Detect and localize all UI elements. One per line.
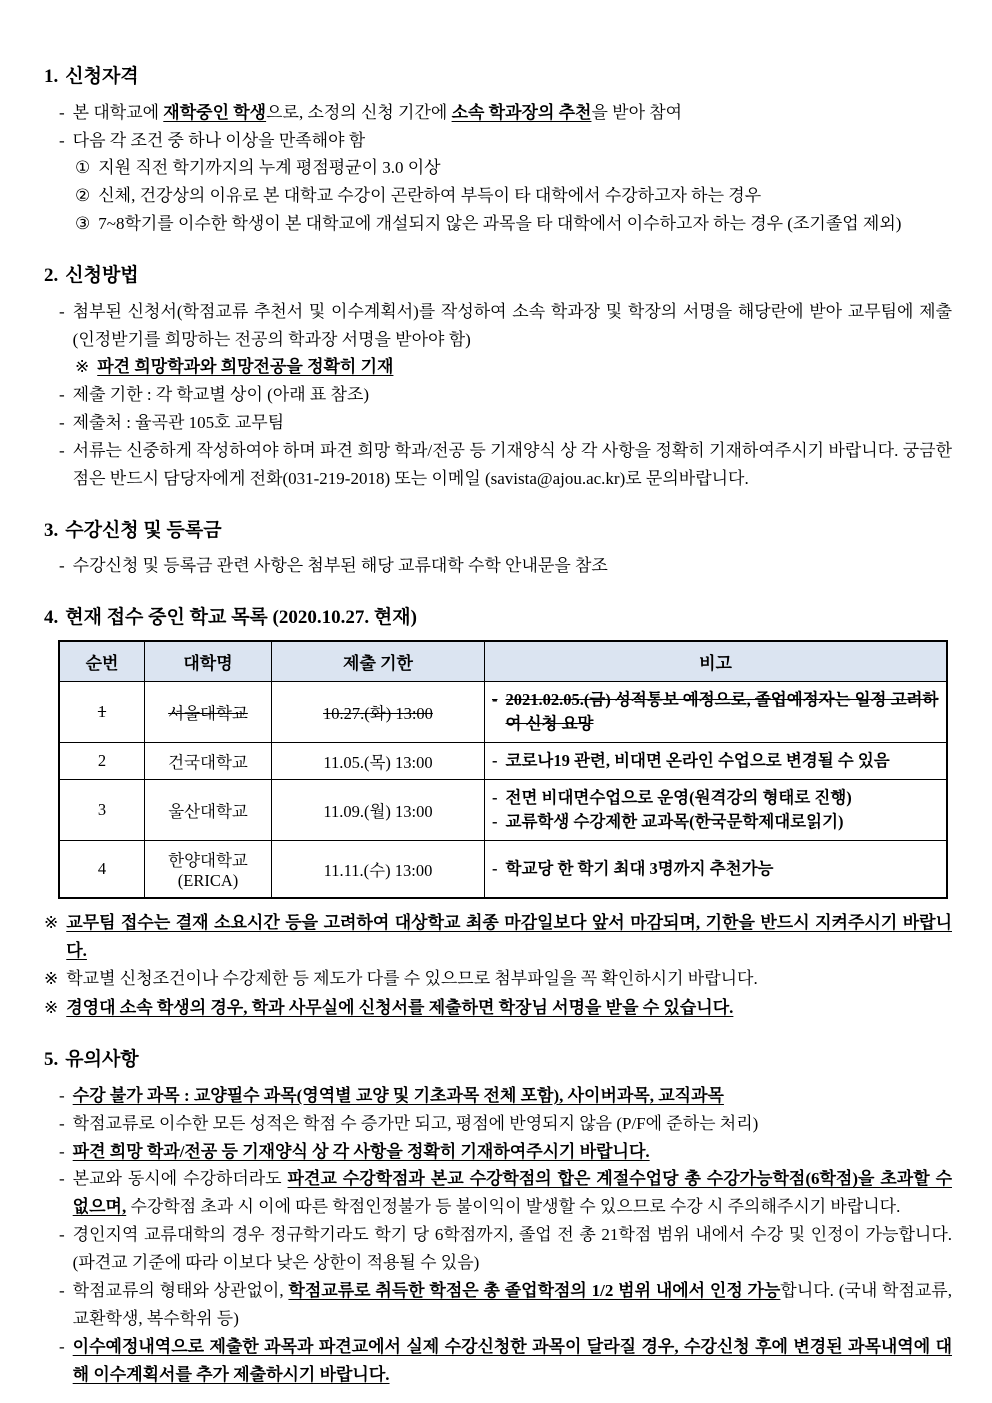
section-registration-tuition — [44, 518, 952, 581]
item-marker: - — [59, 102, 65, 122]
item-marker: ② — [75, 186, 91, 206]
item-text: 신체, 건강상의 이유로 본 대학교 수강이 곤란하여 부득이 타 대학에서 수강하고자 하는 경우 — [98, 186, 762, 206]
table-row — [59, 742, 947, 779]
item-marker: - — [59, 413, 65, 433]
remark-line — [492, 786, 939, 810]
cell-remarks — [485, 742, 948, 779]
item-text: 제출처 : 율곡관 105호 교무팀 — [72, 413, 285, 433]
item-marker: - — [59, 556, 65, 576]
cell-university: 건국대학교 — [145, 742, 272, 779]
list-item — [44, 127, 952, 155]
cell-university: 서울대학교 — [145, 681, 272, 742]
section-number: 4. — [44, 607, 59, 629]
list-item — [44, 1221, 952, 1277]
item-marker: - — [59, 130, 65, 150]
list-item — [44, 1110, 952, 1138]
item-text: 수강 불가 과목 : 교양필수 과목(영역별 교양 및 기초과목 전체 포함), 사이버과목, 교직과목 — [72, 1085, 724, 1105]
list-item — [44, 1082, 952, 1110]
section-eligibility — [44, 64, 952, 238]
item-text: 지원 직전 학기까지의 누계 평점평균이 3.0 이상 — [98, 158, 441, 178]
school-table-header — [59, 641, 947, 682]
item-text: 7~8학기를 이수한 학생이 본 대학교에 개설되지 않은 과목을 타 대학에서 이수하고자 하는 경우 (조기졸업 제외) — [98, 214, 902, 234]
cell-university: 한양대학교 (ERICA) — [145, 840, 272, 898]
section-number: 1. — [44, 66, 59, 87]
item-text: 교무팀 접수는 결재 소요시간 등을 고려하여 대상학교 최종 마감일보다 앞서 마감되며, 기한을 반드시 지켜주시기 바랍니다. — [66, 912, 952, 960]
list-item — [44, 1333, 952, 1389]
cell-university: 울산대학교 — [145, 779, 272, 840]
cell-deadline: 11.05.(목) 13:00 — [272, 742, 485, 779]
remark-text: 교류학생 수강제한 교과목(한국문학제대로읽기) — [505, 811, 844, 831]
item-text: 파견 희망학과와 희망전공을 정확히 기재 — [97, 357, 394, 377]
item-text: 파견 희망 학과/전공 등 기재양식 상 각 사항을 정확히 기재하여주시기 바랍니다. — [72, 1141, 650, 1161]
list-item — [44, 210, 952, 238]
header-row — [59, 641, 947, 682]
item-text: 경인지역 교류대학의 경우 정규학기라도 학기 당 6학점까지, 졸업 전 총 21학점 범위 내에서 수강 및 인정이 가능합니다. (파견교 기준에 따라 이보다 낮은 상한이 적용될 수 있음) — [72, 1225, 952, 1273]
item-marker: - — [59, 385, 65, 405]
remark-text: 전면 비대면수업으로 운영(원격강의 형태로 진행) — [505, 787, 852, 807]
cell-no: 1 — [59, 681, 145, 742]
remark-dash: - — [492, 750, 498, 770]
item-marker: - — [59, 1113, 65, 1133]
table-row — [59, 840, 947, 898]
section-title: 신청자격 — [65, 66, 139, 87]
section-heading — [44, 605, 952, 631]
school-table-body — [59, 681, 947, 897]
remark-text: 학교당 한 학기 최대 3명까지 추천가능 — [505, 858, 774, 878]
item-text: 경영대 소속 학생의 경우, 학과 사무실에 신청서를 제출하면 학장님 서명을 받을 수 있습니다. — [66, 998, 734, 1018]
item-marker: - — [59, 441, 65, 461]
remark-line — [492, 688, 939, 736]
note-item — [44, 994, 952, 1022]
list-item — [44, 437, 952, 493]
cell-deadline: 10.27.(화) 13:00 — [272, 681, 485, 742]
cell-deadline: 11.09.(월) 13:00 — [272, 779, 485, 840]
section-school-list — [44, 605, 952, 1022]
remark-dash: - — [492, 858, 498, 878]
item-marker: ③ — [75, 214, 91, 234]
section-heading — [44, 1047, 952, 1073]
item-text: 학교별 신청조건이나 수강제한 등 제도가 다를 수 있으므로 첨부파일을 꼭 확인하시기 바랍니다. — [66, 969, 758, 989]
cell-no: 2 — [59, 742, 145, 779]
list-item — [44, 1277, 952, 1333]
section-how-to-apply — [44, 263, 952, 493]
note-item — [44, 909, 952, 965]
section-title: 수강신청 및 등록금 — [65, 519, 222, 541]
section-number: 2. — [44, 265, 59, 287]
remark-dash: - — [492, 787, 498, 807]
note-item — [44, 353, 952, 381]
item-text: 본교와 동시에 수강하더라도 파견교 수강학점과 본교 수강학점의 합은 계절수업당 총 수강가능학점(6학점)을 초과할 수 없으며, 수강학점 초과 시 이에 따른 학점인정불가 등 불이익이 발생할 수 있으므로 수강 시 주의해주시기 바랍니다. — [72, 1169, 952, 1217]
section-heading — [44, 518, 952, 544]
item-marker: - — [59, 1225, 65, 1245]
item-marker: - — [59, 301, 65, 321]
cell-remarks — [485, 840, 948, 898]
school-table — [58, 640, 948, 899]
item-text: 학점교류의 형태와 상관없이, 학점교류로 취득한 학점은 총 졸업학점의 1/2 범위 내에서 인정 가능합니다. (국내 학점교류, 교환학생, 복수학위 등) — [72, 1280, 952, 1328]
item-marker: ※ — [44, 969, 59, 989]
remark-line — [492, 810, 939, 834]
remark-dash: - — [492, 811, 498, 831]
item-marker: - — [59, 1169, 65, 1189]
cell-remarks — [485, 681, 948, 742]
cell-deadline: 11.11.(수) 13:00 — [272, 840, 485, 898]
item-text: 수강신청 및 등록금 관련 사항은 첨부된 해당 교류대학 수학 안내문을 참조 — [72, 556, 608, 576]
section-heading — [44, 263, 952, 289]
item-marker: ※ — [44, 912, 59, 932]
item-text: 제출 기한 : 각 학교별 상이 (아래 표 참조) — [72, 385, 370, 405]
section-items — [44, 298, 952, 493]
item-marker: - — [59, 1280, 65, 1300]
list-item — [44, 154, 952, 182]
item-marker: ※ — [44, 998, 59, 1018]
remark-text: 2021.02.05.(금) 성적통보 예정으로, 졸업예정자는 일정 고려하여 신청 요망 — [505, 689, 939, 733]
section-number: 5. — [44, 1049, 59, 1071]
item-marker: - — [59, 1141, 65, 1161]
list-item — [44, 99, 952, 127]
header-cell-no: 순번 — [59, 641, 145, 682]
remark-line — [492, 749, 939, 773]
section-cautions — [44, 1047, 952, 1388]
item-text: 이수예정내역으로 제출한 과목과 파견교에서 실제 수강신청한 과목이 달라질 경우, 수강신청 후에 변경된 과목내역에 대해 이수계획서를 추가 제출하시기 바랍니다. — [72, 1336, 952, 1384]
section-items — [44, 99, 952, 238]
remark-line — [492, 857, 939, 881]
note-item — [44, 965, 952, 993]
header-cell-remarks: 비고 — [485, 641, 948, 682]
cell-no: 3 — [59, 779, 145, 840]
item-marker: ① — [75, 158, 91, 178]
item-marker: ※ — [75, 357, 90, 377]
table-row — [59, 779, 947, 840]
item-marker: - — [59, 1085, 65, 1105]
section-number: 3. — [44, 519, 59, 541]
section-title: 신청방법 — [65, 265, 139, 287]
item-text: 서류는 신중하게 작성하여야 하며 파견 희망 학과/전공 등 기재양식 상 각 사항을 정확히 기재하여주시기 바랍니다. 궁금한 점은 반드시 담당자에게 전화(031-219-2018) 또는 이메일 (savista@ajou.ac.kr)로 문의바랍니다. — [72, 441, 952, 488]
item-text: 다음 각 조건 중 하나 이상을 만족해야 함 — [72, 130, 366, 150]
list-item — [44, 1165, 952, 1221]
table-row — [59, 681, 947, 742]
remark-text: 코로나19 관련, 비대면 온라인 수업으로 변경될 수 있음 — [505, 750, 890, 770]
header-cell-deadline: 제출 기한 — [272, 641, 485, 682]
section-items — [44, 552, 952, 580]
item-marker: - — [59, 1336, 65, 1356]
section-items — [44, 1082, 952, 1389]
list-item — [44, 381, 952, 409]
list-item — [44, 552, 952, 580]
item-text: 학점교류로 이수한 모든 성적은 학점 수 증가만 되고, 평점에 반영되지 않음 (P/F에 준하는 처리) — [72, 1113, 759, 1133]
section-heading — [44, 64, 952, 90]
table-footnotes — [44, 909, 952, 1023]
cell-remarks — [485, 779, 948, 840]
list-item — [44, 182, 952, 210]
list-item — [44, 409, 952, 437]
list-item — [44, 298, 952, 354]
cell-no: 4 — [59, 840, 145, 898]
list-item — [44, 1138, 952, 1166]
section-title: 현재 접수 중인 학교 목록 (2020.10.27. 현재) — [65, 607, 417, 629]
section-title: 유의사항 — [65, 1049, 139, 1071]
header-cell-university: 대학명 — [145, 641, 272, 682]
item-text: 첨부된 신청서(학점교류 추천서 및 이수계획서)를 작성하여 소속 학과장 및 학장의 서명을 해당란에 받아 교무팀에 제출 (인정받기를 희망하는 전공의 학과장 서명을 받아야 함) — [72, 301, 952, 349]
remark-dash: - — [492, 689, 498, 709]
item-text: 본 대학교에 재학중인 학생으로, 소정의 신청 기간에 소속 학과장의 추천을 받아 참여 — [72, 102, 683, 122]
